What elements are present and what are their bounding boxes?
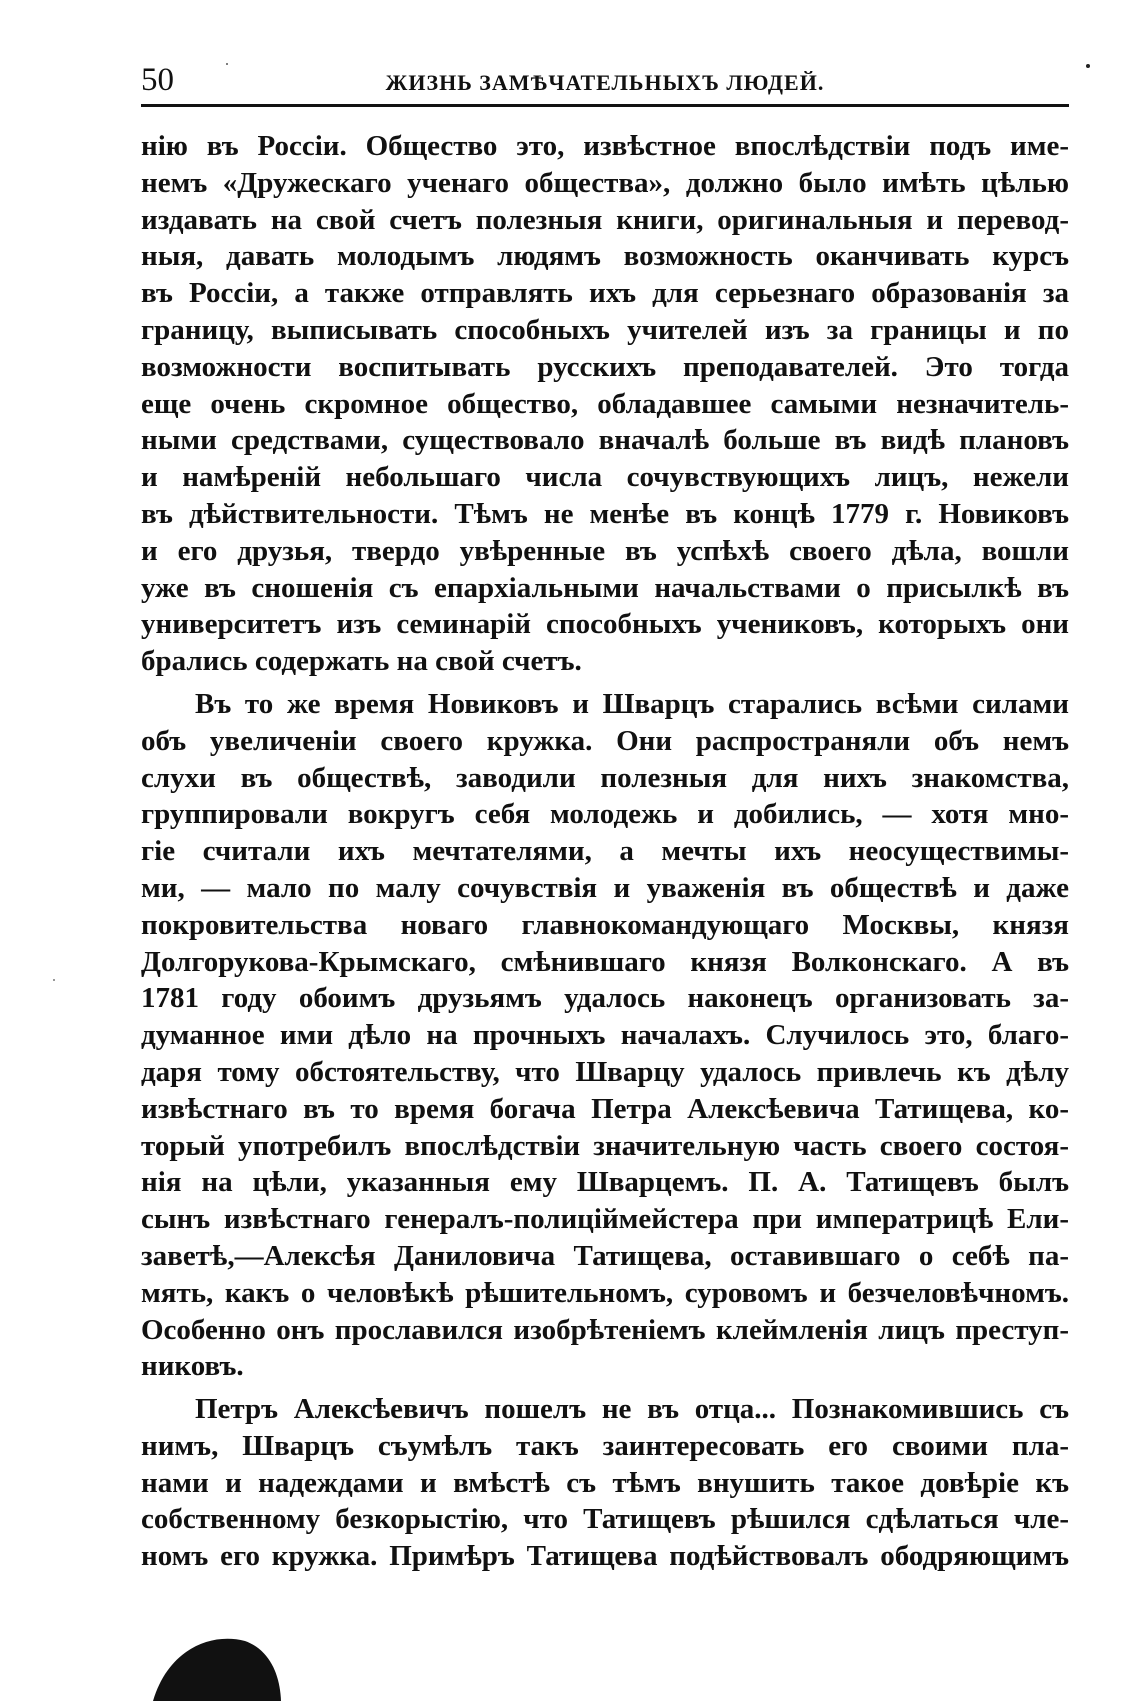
page-header xyxy=(141,56,1069,107)
paragraph xyxy=(141,128,1069,680)
text-body xyxy=(141,128,1069,1575)
text-line: гіе считали ихъ мечтателями, а мечты ихъ неосуществимы- xyxy=(141,835,1069,868)
paragraph xyxy=(141,686,1069,1385)
text-line: покровительства новаго главнокомандующаго Москвы, князя xyxy=(141,908,1069,941)
text-line: Долгорукова-Крымскаго, смѣнившаго князя Волконскаго. А въ xyxy=(141,945,1069,978)
text-line: номъ его кружка. Примѣръ Татищева подѣйствовалъ ободряющимъ xyxy=(141,1540,1069,1573)
text-line: думанное ими дѣло на прочныхъ началахъ. Случилось это, благо- xyxy=(141,1019,1069,1052)
text-line: издавать на свой счетъ полезныя книги, оригинальныя и перевод- xyxy=(141,203,1069,236)
text-line: сынъ извѣстнаго генералъ-полиціймейстера при императрицѣ Ели- xyxy=(141,1203,1069,1236)
text-line: ми, — мало по малу сочувствія и уваженія въ обществѣ и даже xyxy=(141,871,1069,904)
ink-speck xyxy=(1086,64,1090,68)
page-number: 50 xyxy=(141,62,174,98)
text-line: Въ то же время Новиковъ и Шварцъ старались всѣми силами xyxy=(195,687,1069,720)
text-line: нами и надеждами и вмѣстѣ съ тѣмъ внушить такое довѣріе къ xyxy=(141,1466,1069,1499)
text-line: университетъ изъ семинарій способныхъ учениковъ, которыхъ они xyxy=(141,608,1069,641)
text-line: Особенно онъ прославился изобрѣтеніемъ клеймленія лицъ преступ- xyxy=(141,1313,1069,1346)
text-line: уже въ сношенія съ епархіальными начальствами о присылкѣ въ xyxy=(141,571,1069,604)
text-line: немъ «Дружескаго ученаго общества», должно было имѣть цѣлью xyxy=(141,166,1069,199)
text-line: и его друзья, твердо увѣренные въ успѣхѣ своего дѣла, вошли xyxy=(141,534,1069,567)
text-line: мять, какъ о человѣкѣ рѣшительномъ, суровомъ и безчеловѣчномъ. xyxy=(141,1276,1069,1309)
text-line: группировали вокругъ себя молодежь и добились, — хотя мно- xyxy=(141,798,1069,831)
text-line: ными средствами, существовало вначалѣ больше въ видѣ плановъ xyxy=(141,424,1069,457)
running-title: ЖИЗНЬ ЗАМѢЧАТЕЛЬНЫХЪ ЛЮДЕЙ. xyxy=(385,70,825,95)
text-line: въ дѣйствительности. Тѣмъ не менѣе въ концѣ 1779 г. Новиковъ xyxy=(141,497,1069,530)
text-line: еще очень скромное общество, обладавшее самыми незначитель- xyxy=(141,387,1069,420)
text-line: слухи въ обществѣ, заводили полезныя для нихъ знакомства, xyxy=(141,761,1069,794)
text-line: въ Россіи, а также отправлять ихъ для серьезнаго образованія за xyxy=(141,277,1069,310)
text-line: извѣстнаго въ то время богача Петра Алексѣевича Татищева, ко- xyxy=(141,1092,1069,1125)
paragraph xyxy=(141,1391,1069,1575)
text-line: границу, выписывать способныхъ учителей изъ за границы и по xyxy=(141,313,1069,346)
text-line: 1781 году обоимъ друзьямъ удалось наконецъ организовать за- xyxy=(141,982,1069,1015)
text-line: брались содержать на свой счетъ. xyxy=(141,645,582,678)
text-line: никовъ. xyxy=(141,1350,244,1383)
text-line: Петръ Алексѣевичъ пошелъ не въ отца... Познакомившись съ xyxy=(195,1393,1069,1426)
text-line: заветѣ,—Алексѣя Даниловича Татищева, оставившаго о себѣ па- xyxy=(141,1239,1069,1272)
text-line: даря тому обстоятельству, что Шварцу удалось привлечь къ дѣлу xyxy=(141,1055,1069,1088)
ink-blot xyxy=(153,1639,281,1701)
text-line: ныя, давать молодымъ людямъ возможность оканчивать курсъ xyxy=(141,240,1069,273)
text-line: торый употребилъ впослѣдствіи значительную часть своего состоя- xyxy=(141,1129,1069,1162)
text-line: и намѣреній небольшаго числа сочувствующихъ лицъ, нежели xyxy=(141,461,1069,494)
text-line: нія на цѣли, указанныя ему Шварцемъ. П. А. Татищевъ былъ xyxy=(141,1166,1069,1199)
ink-speck xyxy=(53,979,55,981)
text-line: нію въ Россіи. Общество это, извѣстное впослѣдствіи подъ име- xyxy=(141,130,1069,162)
text-line: возможности воспитывать русскихъ преподавателей. Это тогда xyxy=(141,350,1069,383)
text-line: собственному безкорыстію, что Татищевъ рѣшился сдѣлаться чле- xyxy=(141,1503,1069,1536)
text-line: объ увеличеніи своего кружка. Они распространяли объ немъ xyxy=(141,724,1069,757)
text-line: нимъ, Шварцъ съумѣлъ такъ заинтересовать его своими пла- xyxy=(141,1429,1069,1462)
